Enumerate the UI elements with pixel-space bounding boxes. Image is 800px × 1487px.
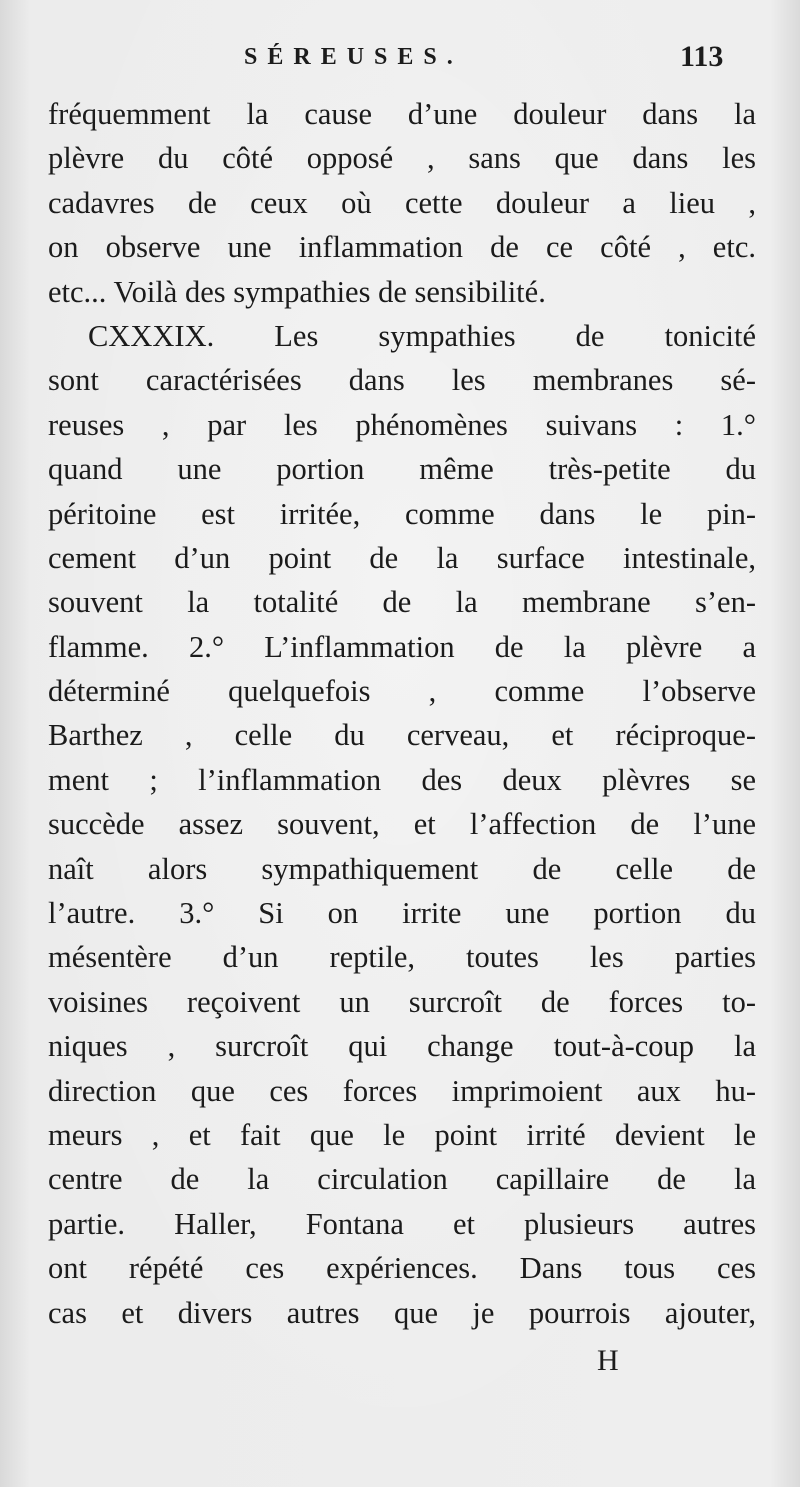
text-line: direction que ces forces imprimoient aux hu- <box>48 1073 756 1108</box>
text-line: mésentère d’un reptile, toutes les parties <box>48 940 756 975</box>
text-line: meurs , et fait que le point irrité devient le <box>48 1117 756 1152</box>
running-title: SÉREUSES. <box>244 44 463 70</box>
text-line: péritoine est irritée, comme dans le pin- <box>48 496 756 531</box>
page-number: 113 <box>680 40 724 73</box>
text-line: succède assez souvent, et l’affection de l’une <box>48 807 756 842</box>
text-line: partie. Haller, Fontana et plusieurs autres <box>48 1206 756 1241</box>
text-line: flamme. 2.° L’inflammation de la plèvre a <box>48 629 756 664</box>
text-line: cas et divers autres que je pourrois ajouter, <box>48 1295 756 1330</box>
text-line: naît alors sympathiquement de celle de <box>48 851 756 886</box>
text-line: reuses , par les phénomènes suivans : 1.° <box>48 407 756 442</box>
text-line: sont caractérisées dans les membranes sé- <box>48 363 756 398</box>
text-line: cement d’un point de la surface intestinale, <box>48 540 756 575</box>
text-line: cadavres de ceux où cette douleur a lieu , <box>48 185 756 220</box>
text-line: quand une portion même très-petite du <box>48 452 756 487</box>
text-line: souvent la totalité de la membrane s’en- <box>48 585 756 620</box>
text-line: l’autre. 3.° Si on irrite une portion du <box>48 896 756 931</box>
text-line: centre de la circulation capillaire de la <box>48 1162 756 1197</box>
text-line: déterminé quelquefois , comme l’observe <box>48 674 756 709</box>
text-line: on observe une inflammation de ce côté , etc. <box>48 230 756 265</box>
body-text <box>48 92 756 1335</box>
section-start-line: CXXXIX. Les sympathies de tonicité <box>88 318 756 353</box>
text-line: voisines reçoivent un surcroît de forces to- <box>48 984 756 1019</box>
text-line: plèvre du côté opposé , sans que dans les <box>48 141 756 176</box>
text-line: niques , surcroît qui change tout-à-coup la <box>48 1029 756 1064</box>
text-line: etc... Voilà des sympathies de sensibilité. <box>48 274 546 309</box>
text-line: Barthez , celle du cerveau, et réciproque- <box>48 718 756 753</box>
signature-mark: H <box>597 1344 619 1377</box>
text-line: ment ; l’inflammation des deux plèvres se <box>48 762 756 797</box>
text-line: ont répété ces expériences. Dans tous ces <box>48 1251 756 1286</box>
text-line: fréquemment la cause d’une douleur dans la <box>48 97 756 131</box>
